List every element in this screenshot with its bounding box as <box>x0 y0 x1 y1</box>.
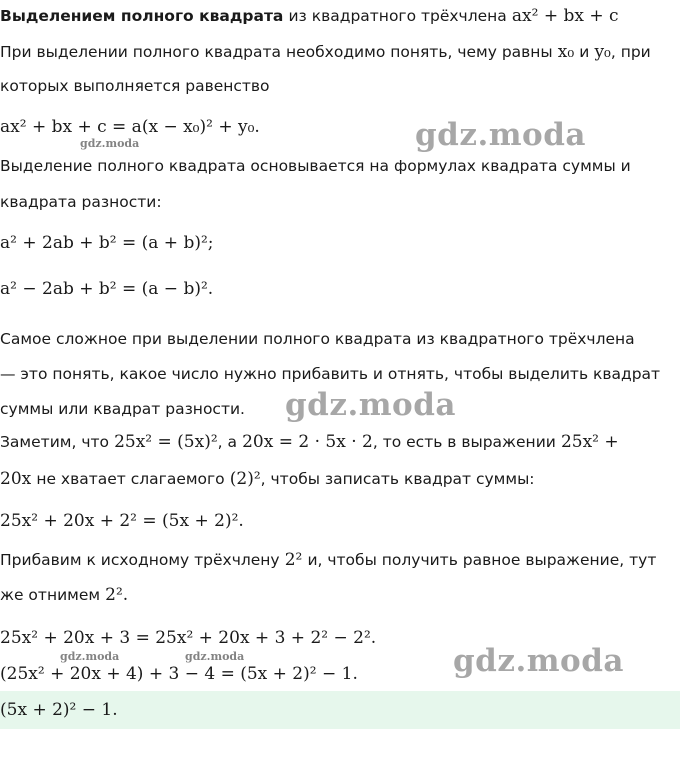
definition-line <box>0 42 651 62</box>
observation-text-2: , то есть в выражении <box>372 433 556 451</box>
definition-text: При выделении полного квадрата необходимо понять, чему равны <box>0 43 553 61</box>
definition-line-2: которых выполняется равенство <box>0 77 270 95</box>
subtract-line <box>0 585 128 605</box>
observation-comma: , а <box>217 433 238 451</box>
expression-20x: 20x <box>0 469 32 489</box>
watermark-logo: gdz.moda <box>453 643 624 679</box>
vertex-form-formula: ax² + bx + c = a(x − x₀)² + y₀. <box>0 117 260 137</box>
formula-basis-text: Выделение полного квадрата основывается на формулах квадрата суммы и <box>0 157 631 175</box>
missing-term-formula: (2)² <box>229 469 261 489</box>
and-word: и <box>579 43 590 61</box>
square-of-sum-formula: a² + 2ab + b² = (a + b)²; <box>0 233 214 253</box>
answer-formula: (5x + 2)² − 1. <box>0 700 118 720</box>
double-product-formula: 20x = 2 · 5x · 2 <box>242 432 373 452</box>
add-text: Прибавим к исходному трёхчлену <box>0 551 280 569</box>
completed-square-formula: 25x² + 20x + 2² = (5x + 2)². <box>0 511 244 531</box>
add-subtract-line <box>0 550 656 570</box>
watermark-logo: gdz.moda <box>285 387 456 423</box>
missing-term-text-2: , чтобы записать квадрат суммы: <box>260 470 535 488</box>
two-squared-end: 2². <box>105 585 129 605</box>
transformation-step-1: 25x² + 20x + 3 = 25x² + 20x + 3 + 2² − 2². <box>0 628 377 648</box>
intro-line <box>0 6 619 26</box>
hint-text-2: — это понять, какое число нужно прибавить и отнять, чтобы выделить квадрат <box>0 365 661 383</box>
observation-text: Заметим, что <box>0 433 109 451</box>
definition-text-end: , при <box>610 43 651 61</box>
expression-start: 25x² + <box>560 432 619 452</box>
missing-term-text: не хватает слагаемого <box>36 470 225 488</box>
y0-symbol: y₀ <box>594 42 611 62</box>
answer-block <box>0 691 680 729</box>
trinomial-formula: ax² + bx + c <box>511 6 619 26</box>
intro-text: из квадратного трёхчлена <box>288 7 507 25</box>
add-text-2: и, чтобы получить равное выражение, тут <box>307 551 657 569</box>
term-bold: Выделением полного квадрата <box>0 7 284 25</box>
watermark-small: gdz.moda <box>80 137 140 150</box>
square-25x-formula: 25x² = (5x)² <box>114 432 218 452</box>
square-of-difference-formula: a² − 2ab + b² = (a − b)². <box>0 279 214 299</box>
formula-basis-text-2: квадрата разности: <box>0 193 162 211</box>
watermark-small: gdz.moda <box>60 650 120 663</box>
hint-text-1: Самое сложное при выделении полного квадрата из квадратного трёхчлена <box>0 330 635 348</box>
observation-line <box>0 432 619 452</box>
observation-line-2 <box>0 469 535 489</box>
watermark-logo: gdz.moda <box>415 117 586 153</box>
two-squared: 2² <box>284 550 303 570</box>
subtract-text: же отнимем <box>0 586 101 604</box>
x0-symbol: x₀ <box>557 42 575 62</box>
hint-text-3: суммы или квадрат разности. <box>0 400 245 418</box>
transformation-step-2: (25x² + 20x + 4) + 3 − 4 = (5x + 2)² − 1. <box>0 664 358 684</box>
watermark-small: gdz.moda <box>185 650 245 663</box>
